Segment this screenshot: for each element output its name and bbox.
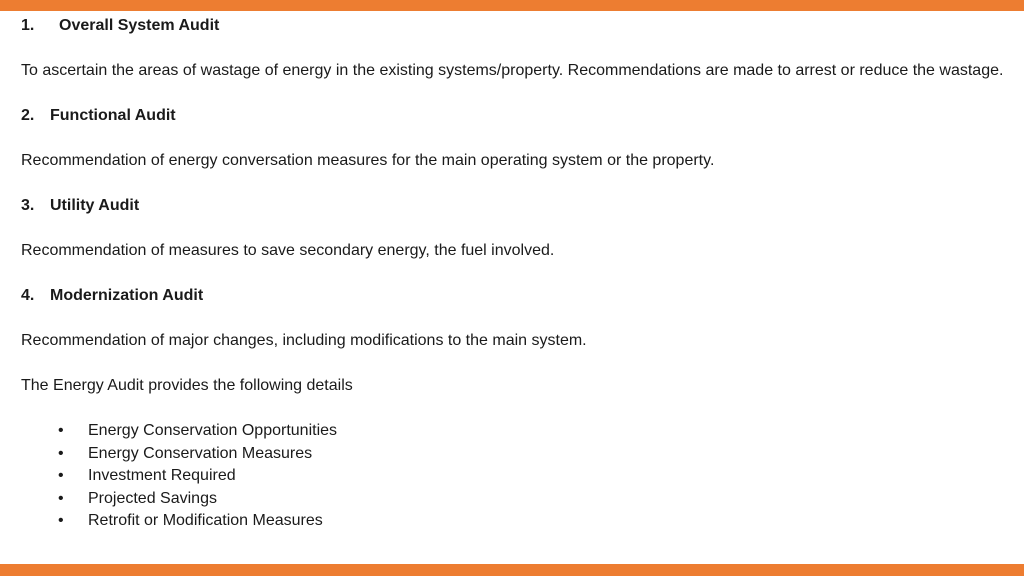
bottom-accent-bar <box>0 564 1024 576</box>
section-text-3: Recommendation of measures to save secondary energy, the fuel involved. <box>21 242 555 259</box>
section-heading-3 <box>21 195 1006 218</box>
bullet-icon: • <box>58 422 64 439</box>
list-item: • Projected Savings <box>21 488 1006 511</box>
section-text-1: To ascertain the areas of wastage of energy in the existing systems/property. Recommendations are made to arrest or reduce the wastage. <box>21 62 1004 79</box>
details-list <box>21 420 1006 533</box>
list-item: • Investment Required <box>21 465 1006 488</box>
section-title: Overall System Audit <box>59 17 220 34</box>
section-title: Functional Audit <box>50 107 176 124</box>
section-number: 3. <box>21 197 35 214</box>
section-text-4: Recommendation of major changes, including modifications to the main system. <box>21 332 587 349</box>
slide-content <box>21 15 1006 533</box>
bullet-icon: • <box>58 512 64 529</box>
list-item: • Retrofit or Modification Measures <box>21 510 1006 533</box>
section-number: 1. <box>21 17 35 34</box>
section-heading-1 <box>21 15 1006 38</box>
section-text-2: Recommendation of energy conversation measures for the main operating system or the property. <box>21 152 715 169</box>
top-accent-bar <box>0 0 1024 11</box>
section-number: 2. <box>21 107 35 124</box>
section-number: 4. <box>21 287 35 304</box>
bullet-icon: • <box>58 467 64 484</box>
details-intro: The Energy Audit provides the following details <box>21 377 353 394</box>
bullet-icon: • <box>58 489 64 507</box>
section-title: Utility Audit <box>50 197 140 214</box>
list-item: • Energy Conservation Opportunities <box>21 420 1006 443</box>
section-heading-4 <box>21 285 1006 308</box>
section-title: Modernization Audit <box>50 287 204 304</box>
list-item: • Energy Conservation Measures <box>21 443 1006 466</box>
bullet-icon: • <box>58 444 64 462</box>
section-heading-2 <box>21 105 1006 128</box>
